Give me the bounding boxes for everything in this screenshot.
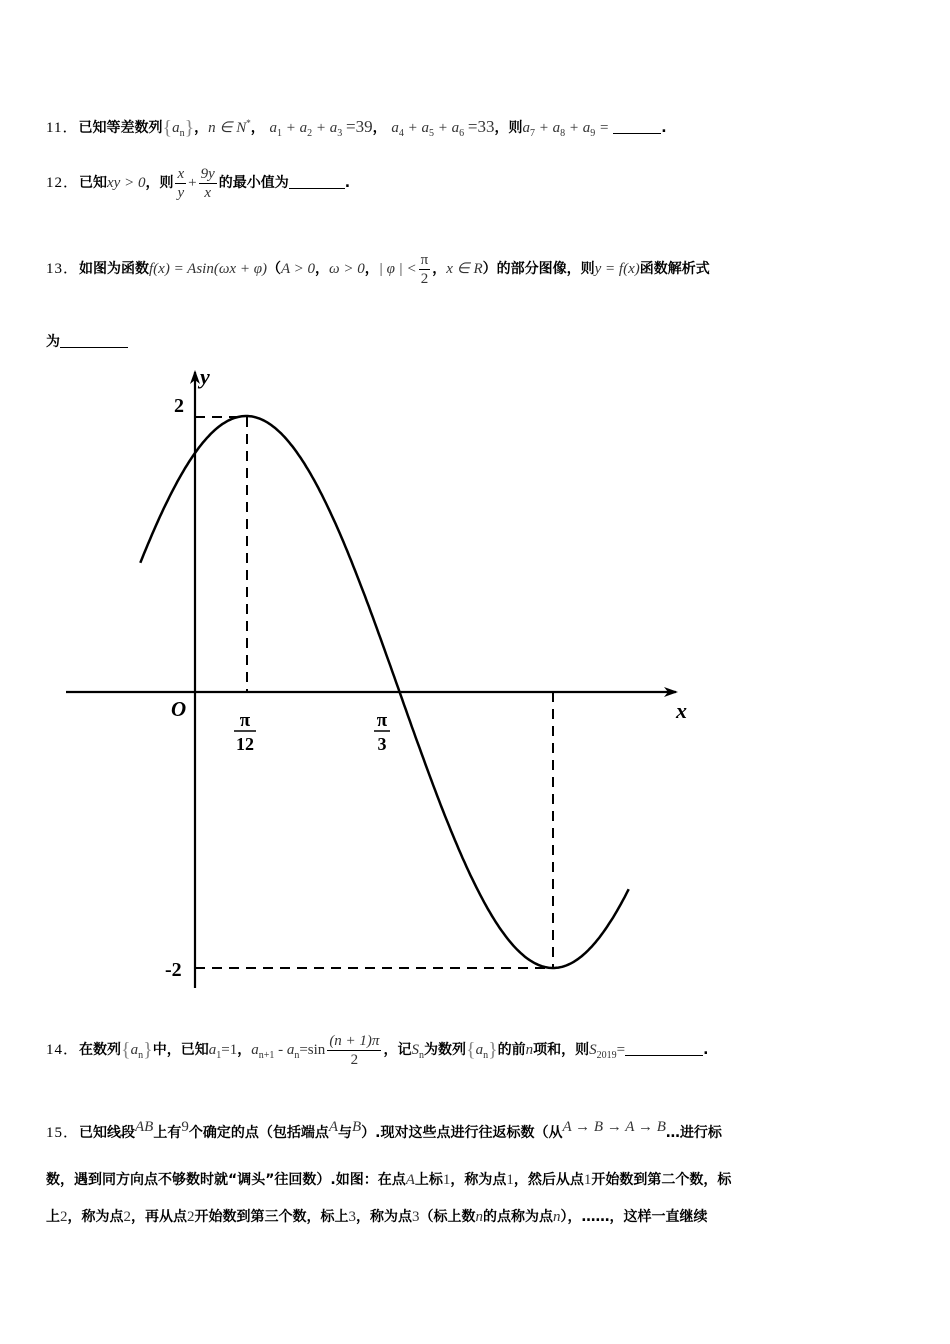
origin-label: O <box>171 697 187 721</box>
y-axis-label: y <box>200 364 210 389</box>
question-12: 12．已知xy > 0，则 $\frac{x}{y}$ + $\frac{9y}{x}$ 的最小值为 . <box>46 165 351 201</box>
y-max-label: 2 <box>174 395 184 417</box>
question-number: 15． <box>46 1125 80 1141</box>
question-number: 11． <box>46 120 79 136</box>
question-14: 14．在数列$\{a_n\}$中，已知$a_1=1$，$a_{n+1} - a_n=\sin$ $\frac{(n + 1)\pi}{2}$ ，记$S_n$为数列$\{a_n\}$的前n项和，则$S_{2019}=$ . <box>46 1032 709 1068</box>
answer-blank[interactable] <box>625 1041 703 1056</box>
question-13: 13．如图为函数f(x) = Asin(ωx + φ)（A > 0，ω > 0，| φ | < $\frac{\pi}{2}$ ，x ∈ R）的部分图像，则y = f(x)函数解析式 <box>46 251 710 287</box>
function-expression: f(x) = Asin(ωx + φ) <box>149 261 268 277</box>
tick-pi-12-num: π <box>239 710 251 731</box>
tick-pi-12-den: 12 <box>236 734 254 754</box>
tick-pi-3-num: π <box>376 710 388 731</box>
question-11: 11．已知等差数列$\{a_n\}$，n ∈ N*， $a_1 + a_2 + a_3 =39$， $a_4 + a_5 + a_6 =33$，则$a_7 + a_8 + a_9$ = . <box>46 117 667 139</box>
question-13-line-2: 为 <box>46 330 910 353</box>
tick-pi-3-den: 3 <box>377 734 387 754</box>
fraction-x-over-y: $\frac{x}{y}$ <box>177 165 185 201</box>
question-number: 12． <box>46 175 80 191</box>
function-graph <box>0 360 950 1000</box>
question-15: 15．已知线段$^{AB}$上有$^9$个确定的点（包括端点$^A$与$^B$）.现对这些点进行往返标数（从$^{A \to B \to A \to B}$…进行标 <box>46 1119 722 1141</box>
answer-blank[interactable] <box>613 119 661 134</box>
fraction-9y-over-x: $\frac{9y}{x}$ <box>200 165 215 201</box>
question-15-line-3: 上2，称为点2，再从点2开始数到第三个数，标上3，称为点3（标上数n的点称为点n），……，这样一直继续 <box>46 1209 708 1225</box>
asked-expression: $a_7 + a_8 + a_9$ <box>522 120 596 139</box>
question-15-line-2: 数，遇到同方向点不够数时就“调头”往回数）.如图：在点A上标1，称为点1，然后从点1开始数到第二个数，标 <box>46 1172 732 1188</box>
y-min-label: -2 <box>165 959 182 981</box>
answer-blank[interactable] <box>289 174 345 189</box>
answer-blank[interactable] <box>60 333 128 348</box>
equation-2: $a_4 + a_5 + a_6$ <box>391 120 465 139</box>
equation-1: $a_1 + a_2 + a_3$ <box>269 120 343 139</box>
x-axis-label: x <box>676 698 687 723</box>
question-number: 13． <box>46 261 80 277</box>
question-number: 14． <box>46 1042 80 1058</box>
